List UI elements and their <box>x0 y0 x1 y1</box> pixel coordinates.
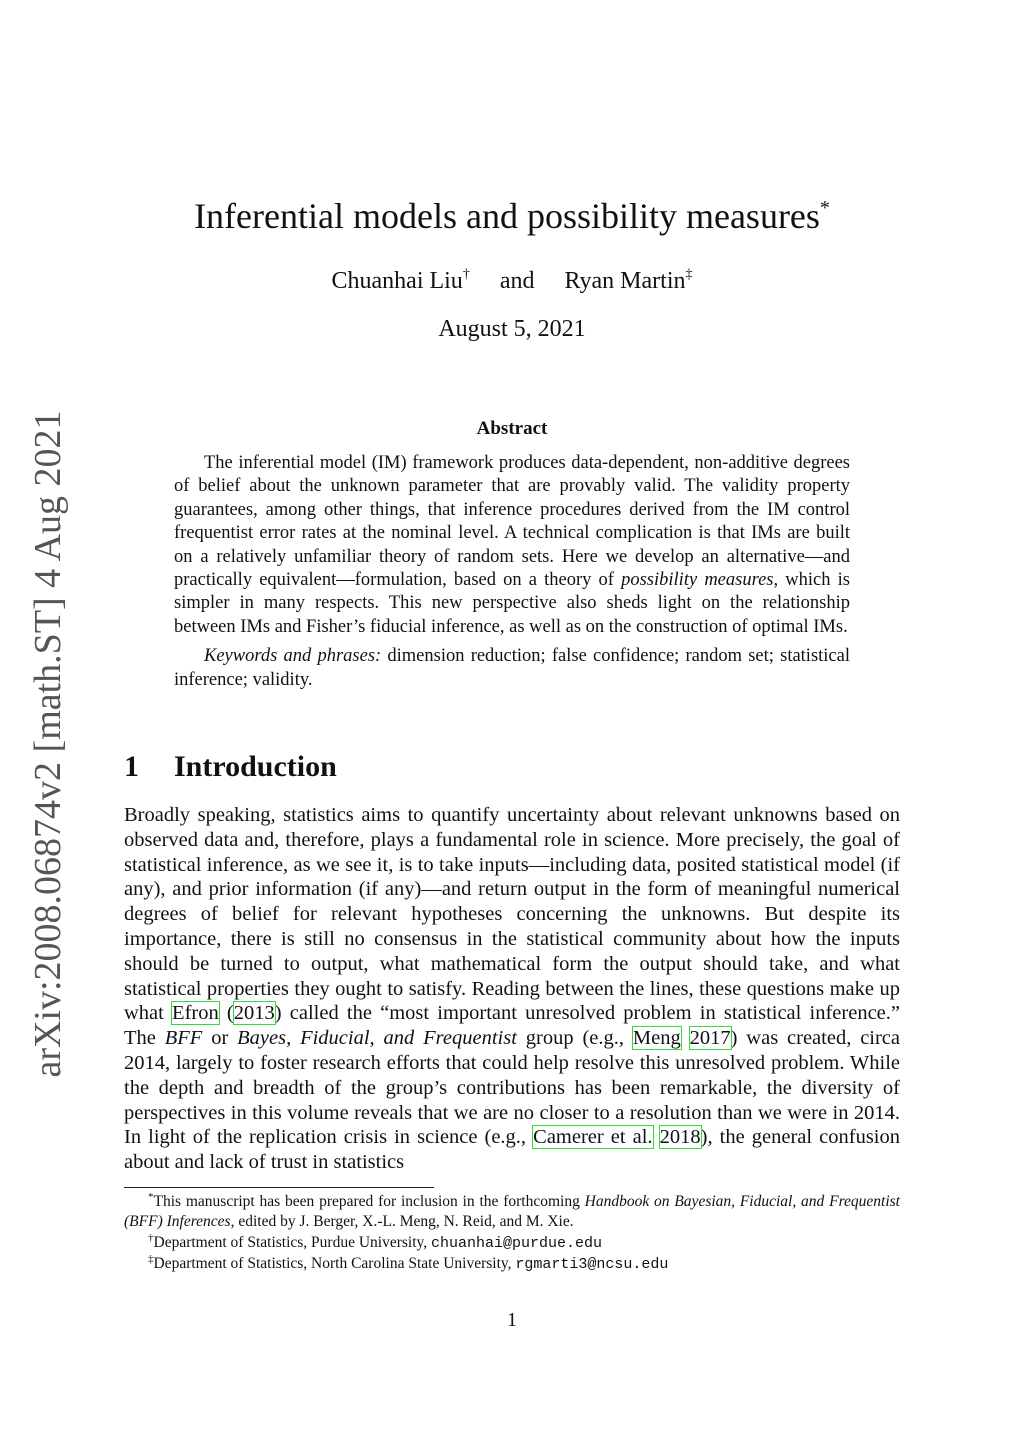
author-affiliation-mark: † <box>462 267 470 282</box>
body-text: ) called the “most important unresolved problem in statistical inference.” The <box>124 1002 901 1050</box>
abstract-text: The inferential model (IM) framework produces data-dependent, non-additive degrees of belief about the unknown parameter that are provably valid. The validity property guarantees, among other things, that inference procedures derived from the IM control frequentist error rates at the nominal level. A technical complication is that IMs are built on a relatively unfamiliar theory of random sets. Here we develop an alternative—and practically equivalent—formulation, based on a theory of <box>174 453 850 591</box>
abstract-text: , which is simpler in many respects. This new perspective also sheds light on the relationship between IMs and Fisher’s fiducial inference, as well as on the construction of optimal IMs. <box>174 570 850 637</box>
body-text: ), the general confusion about and lack of trust in statistics <box>124 1126 901 1174</box>
abstract-block <box>174 452 850 692</box>
author-name: Ryan Martin <box>564 268 686 294</box>
footnote-affiliation-martin <box>124 1254 900 1275</box>
footnote-text: This manuscript has been prepared for inclusion in the forthcoming <box>153 1193 585 1210</box>
author-affiliation-mark: ‡ <box>685 267 693 282</box>
author-line <box>0 266 1024 296</box>
keywords-list: dimension reduction; false confidence; random set; statistical inference; validity. <box>174 646 850 690</box>
citation-link-meng-year[interactable]: 2017 <box>689 1027 731 1050</box>
citation-link-meng[interactable]: Meng <box>632 1027 681 1050</box>
body-emphasis: BFF <box>164 1027 203 1050</box>
footnote-text: , edited by J. Berger, X.-L. Meng, N. Reid, and M. Xie. <box>230 1213 574 1231</box>
body-text: Broadly speaking, statistics aims to quantify uncertainty about relevant unknowns based on observed data and, therefore, plays a fundamental role in science. More precisely, the goal of statistical inference, as we see it, is to take inputs—including data, posited statistical model (if any), and prior information (if any)—and return output in the form of meaningful numerical degrees of belief for relevant hypotheses concerning the unknowns. But despite its importance, there is still no consensus in the statistical community about how the inputs should be turned to output, what mathematical form the output should take, and what statistical properties they ought to satisfy. Reading between the lines, these questions make up what <box>124 804 900 1025</box>
footnote-manuscript <box>124 1192 900 1233</box>
footnotes-block <box>124 1192 900 1276</box>
email-address: rgmarti3@ncsu.edu <box>515 1256 669 1274</box>
title-footnote-mark: * <box>819 197 830 219</box>
abstract-paragraph <box>174 452 850 639</box>
abstract-emphasis: possibility measures <box>621 570 774 591</box>
body-text: ) was created, circa 2014, largely to foster research efforts that could help resolve this unresolved problem. While the depth and breadth of the group’s contributions has been remarkable, the diversity of perspectives in this volume reveals that we are no closer to a resolution than we were in 2014. In light of the replication crisis in science (e.g., <box>124 1027 901 1149</box>
body-text: or <box>202 1027 238 1050</box>
footnote-mark: † <box>148 1231 154 1244</box>
footnote-mark: * <box>148 1191 154 1203</box>
citation-link-camerer-year[interactable]: 2018 <box>659 1126 701 1149</box>
body-paragraph: Broadly speaking, statistics aims to quantify uncertainty about relevant unknowns based on observed data and, therefore, plays a fundamental role in science. More precisely, the goal of statistical inference, as we see it, is to take inputs—including data, posited statistical model (if any), and prior information (if any)—and return output in the form of meaningful numerical degrees of belief for relevant hypotheses concerning the unknowns. But despite its importance, there is still no consensus in the statistical community about how the inputs should be turned to output, what mathematical form the output should take, and what statistical properties they ought to satisfy. Reading between the lines, these questions make up what Efron (2013) called the “most important unresolved problem in statistical inference.” The BFF or Bayes, Fiducial, and Frequentist group (e.g., Meng 2017) was created, circa 2014, largely to foster research efforts that could help resolve this unresolved problem. While the depth and breadth of the group’s contributions has been remarkable, the diversity of perspectives in this volume reveals that we are no closer to a resolution than we were in 2014. In light of the replication crisis in science (e.g., Camerer et al. 2018), the general confusion about and lack of trust in statistics <box>124 804 901 1174</box>
keywords-paragraph <box>174 645 850 692</box>
paper-date: August 5, 2021 <box>438 316 586 342</box>
section-number: 1 <box>124 750 139 783</box>
author-name: Chuanhai Liu <box>331 268 463 294</box>
abstract-heading: Abstract <box>476 418 548 439</box>
footnote-text: Department of Statistics, North Carolina State University, <box>153 1255 516 1273</box>
page-number: 1 <box>507 1309 517 1331</box>
footnote-emphasis: Handbook on Bayesian, Fiducial, and Frequentist (BFF) Inferences <box>124 1193 900 1231</box>
footnote-text: Department of Statistics, Purdue University, <box>153 1233 432 1251</box>
citation-link-efron[interactable]: Efron <box>172 1002 219 1025</box>
paper-title <box>0 196 1024 236</box>
section-title: Introduction <box>174 750 337 783</box>
arxiv-sidebar-stamp: arXiv:2008.06874v2 [math.ST] 4 Aug 2021 <box>27 410 69 1078</box>
introduction-body <box>124 803 900 1175</box>
body-emphasis: Bayes, Fiducial, and Frequentist <box>237 1027 517 1050</box>
title-text: Inferential models and possibility measures <box>194 196 820 236</box>
citation-link-camerer[interactable]: Camerer et al. <box>533 1126 653 1149</box>
body-text: group (e.g., <box>516 1027 633 1050</box>
citation-link-efron-year[interactable]: 2013 <box>233 1002 275 1025</box>
footnote-rule <box>124 1187 434 1188</box>
keywords-label: Keywords and phrases: <box>204 646 382 667</box>
email-address: chuanhai@purdue.edu <box>431 1234 603 1252</box>
section-heading <box>124 748 337 786</box>
author-conjunction: and <box>499 268 535 294</box>
footnote-mark: ‡ <box>148 1253 154 1266</box>
footnote-affiliation-liu <box>124 1233 900 1254</box>
